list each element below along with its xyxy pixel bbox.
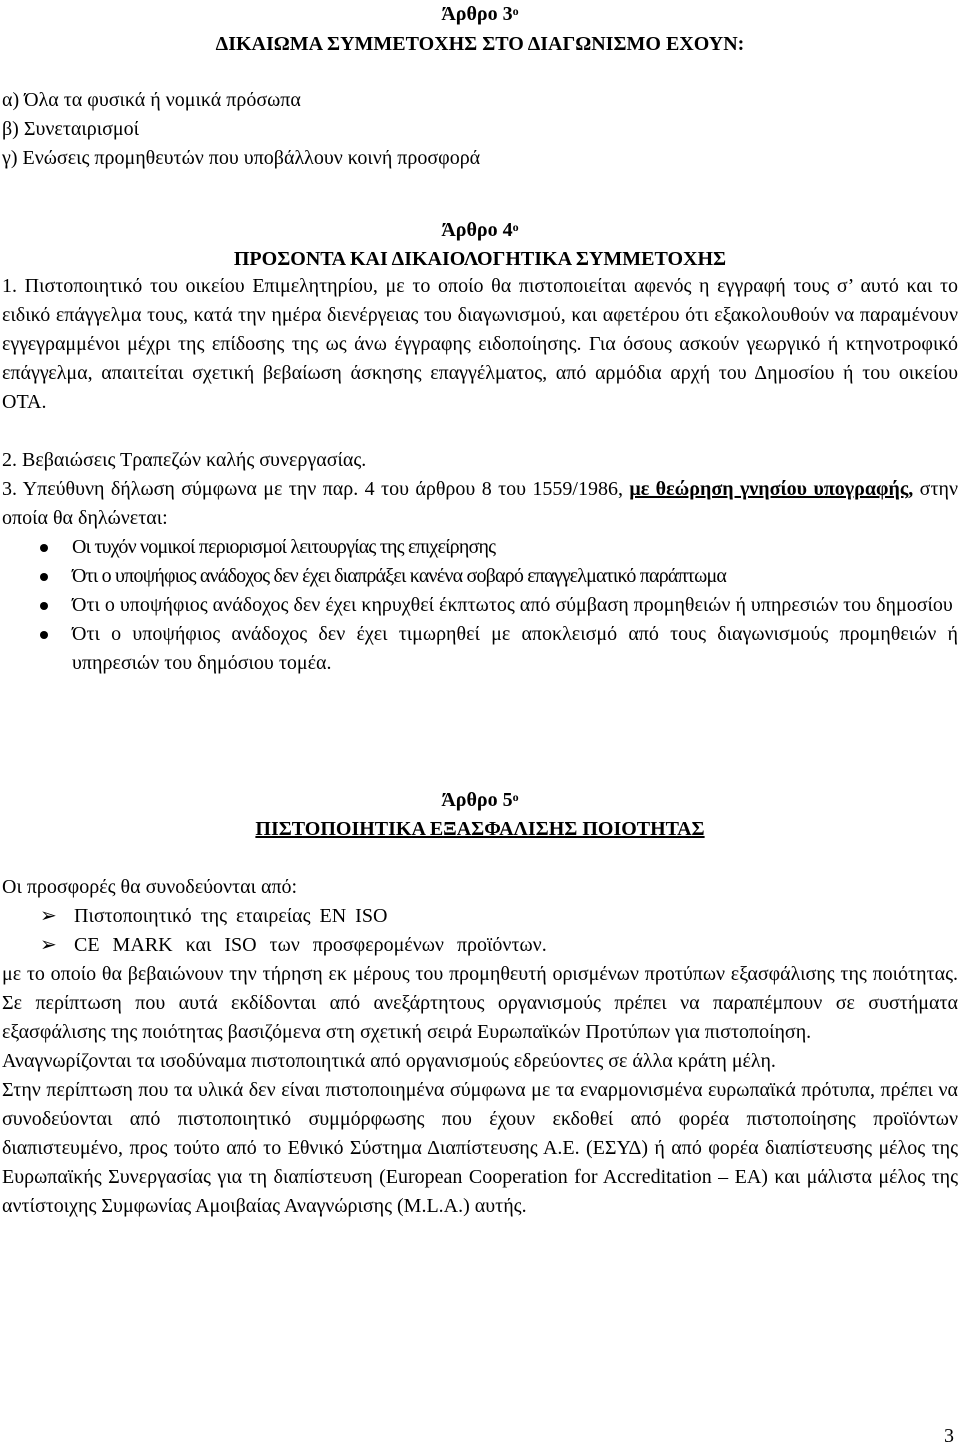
article-5-title: Άρθρο $5^o$ [441, 789, 519, 811]
article-5 [2, 786, 958, 1221]
page-number: 3 [944, 1425, 954, 1447]
article-5-paragraph-2: Αναγνωρίζονται τα ισοδύναμα πιστοποιητικά από οργανισμούς εδρεύοντες σε άλλα κράτη μέλη. [2, 1050, 776, 1072]
list-item: Οι τυχόν νομικοί περιορισμοί λειτουργίας της επιχείρησης [2, 533, 958, 562]
certificates-list [2, 902, 958, 960]
article-4-paragraph-1: 1. Πιστοποιητικό του οικείου Επιμελητηρίου, με το οποίο θα πιστοποιείται αφενός η εγγραφή τους σ’ αυτό και το ειδικό επάγγελμα τους, κατά την ημέρα διενέργειας του διαγωνισμού, και αφετέρου ότι εξακολουθούν να παραμένουν εγγεγραμμένοι μέχρι της επίδοσης της ως άνω έγγραφης ειδοποίησης. Για όσους ασκούν γεωργικό ή κτηνοτροφικό επάγγελμα, απαιτείται σχετική βεβαίωση άσκησης επαγγέλματος, από αρμόδια αρχή του Δημοσίου ή του οικείου ΟΤΑ. [2, 275, 958, 413]
article-5-intro: Οι προσφορές θα συνοδεύονται από: [2, 876, 298, 898]
article-3-heading: ΔΙΚΑΙΩΜΑ ΣΥΜΜΕΤΟΧΗΣ ΣΤΟ ΔΙΑΓΩΝΙΣΜΟ ΕΧΟΥΝ: [215, 33, 745, 55]
list-item: ➢ CE MARK και ISO των προσφερομένων προϊόντων. [40, 934, 547, 956]
article-3-item: α) Όλα τα φυσικά ή νομικά πρόσωπα [2, 89, 301, 111]
article-4-paragraph-2: 2. Βεβαιώσεις Τραπεζών καλής συνεργασίας. [2, 449, 367, 471]
article-3-item: β) Συνεταιρισμοί [2, 118, 139, 140]
list-item: Ότι ο υποψήφιος ανάδοχος δεν έχει τιμωρηθεί με αποκλεισμό από τους διαγωνισμούς προμηθειών ή υπηρεσιών του δημόσιου τομέα. [2, 620, 958, 678]
article-3-title: Άρθρο $3^o$ [441, 3, 519, 25]
bullet-icon [40, 573, 48, 581]
arrow-bullet-icon: ➢ [40, 905, 57, 927]
article-4-paragraph-3: 3. Υπεύθυνη δήλωση σύμφωνα με την παρ. 4 του άρθρου 8 του 1559/1986, με θεώρηση γνησίου υπογραφής, στην οποία θα δηλώνεται: [2, 478, 958, 529]
list-item: Ότι ο υποψήφιος ανάδοχος δεν έχει κηρυχθεί έκπτωτος από σύμβαση προμηθειών ή υπηρεσιών του δημοσίου [2, 591, 958, 620]
article-3 [2, 0, 958, 173]
bullet-icon [40, 544, 48, 552]
emphasis-text: με θεώρηση γνησίου υπογραφής, [629, 478, 914, 500]
article-3-item: γ) Ενώσεις προμηθευτών που υποβάλλουν κοινή προσφορά [2, 147, 481, 169]
article-5-paragraph-3: Στην περίπτωση που τα υλικά δεν είναι πιστοποιημένα σύμφωνα με τα εναρμονισμένα ευρωπαϊκά πρότυπα, πρέπει να συνοδεύονται από πιστοποιητικό συμμόρφωσης που έχουν εκδοθεί από φορέα πιστοποίησης προϊόντων διαπιστευμένο, προς τούτο από το Εθνικό Σύστημα Διαπίστευσης Α.Ε. (ΕΣΥΔ) ή από φορέα διαπίστευσης μέλος της Ευρωπαϊκής Συνεργασίας για τη διαπίστευση (European Cooperation for Accreditation – EA) και μάλιστα μέλος της αντίστοιχης Συμφωνίας Αμοιβαίας Αναγνώρισης (M.L.A.) αυτής. [2, 1079, 958, 1217]
article-5-paragraph-1: με το οποίο θα βεβαιώνουν την τήρηση εκ μέρους του προμηθευτή ορισμένων προτύπων εξασφάλισης της ποιότητας. Σε περίπτωση που αυτά εκδίδονται από ανεξάρτητους οργανισμούς πρέπει να παραπέμπουν σε συστήματα εξασφάλισης της ποιότητας βασιζόμενα στη σχετική σειρά Ευρωπαϊκών Προτύπων για πιστοποίηση. [2, 963, 958, 1043]
bullet-icon [40, 602, 48, 610]
declarations-list [2, 533, 958, 678]
article-5-heading: ΠΙΣΤΟΠΟΙΗΤΙΚΑ ΕΞΑΣΦΑΛΙΣΗΣ ΠΟΙΟΤΗΤΑΣ [255, 818, 705, 840]
list-item: ➢ Πιστοποιητικό της εταιρείας EN ISO [40, 905, 388, 927]
arrow-bullet-icon: ➢ [40, 934, 57, 956]
article-4 [2, 216, 958, 678]
bullet-icon [40, 631, 48, 639]
list-item: Ότι ο υποψήφιος ανάδοχος δεν έχει διαπράξει κανένα σοβαρό επαγγελματικό παράπτωμα [2, 562, 958, 591]
article-4-title: Άρθρο $4^o$ [441, 219, 519, 241]
article-4-heading: ΠΡΟΣΟΝΤΑ ΚΑΙ ΔΙΚΑΙΟΛΟΓΗΤΙΚΑ ΣΥΜΜΕΤΟΧΗΣ [233, 248, 727, 270]
